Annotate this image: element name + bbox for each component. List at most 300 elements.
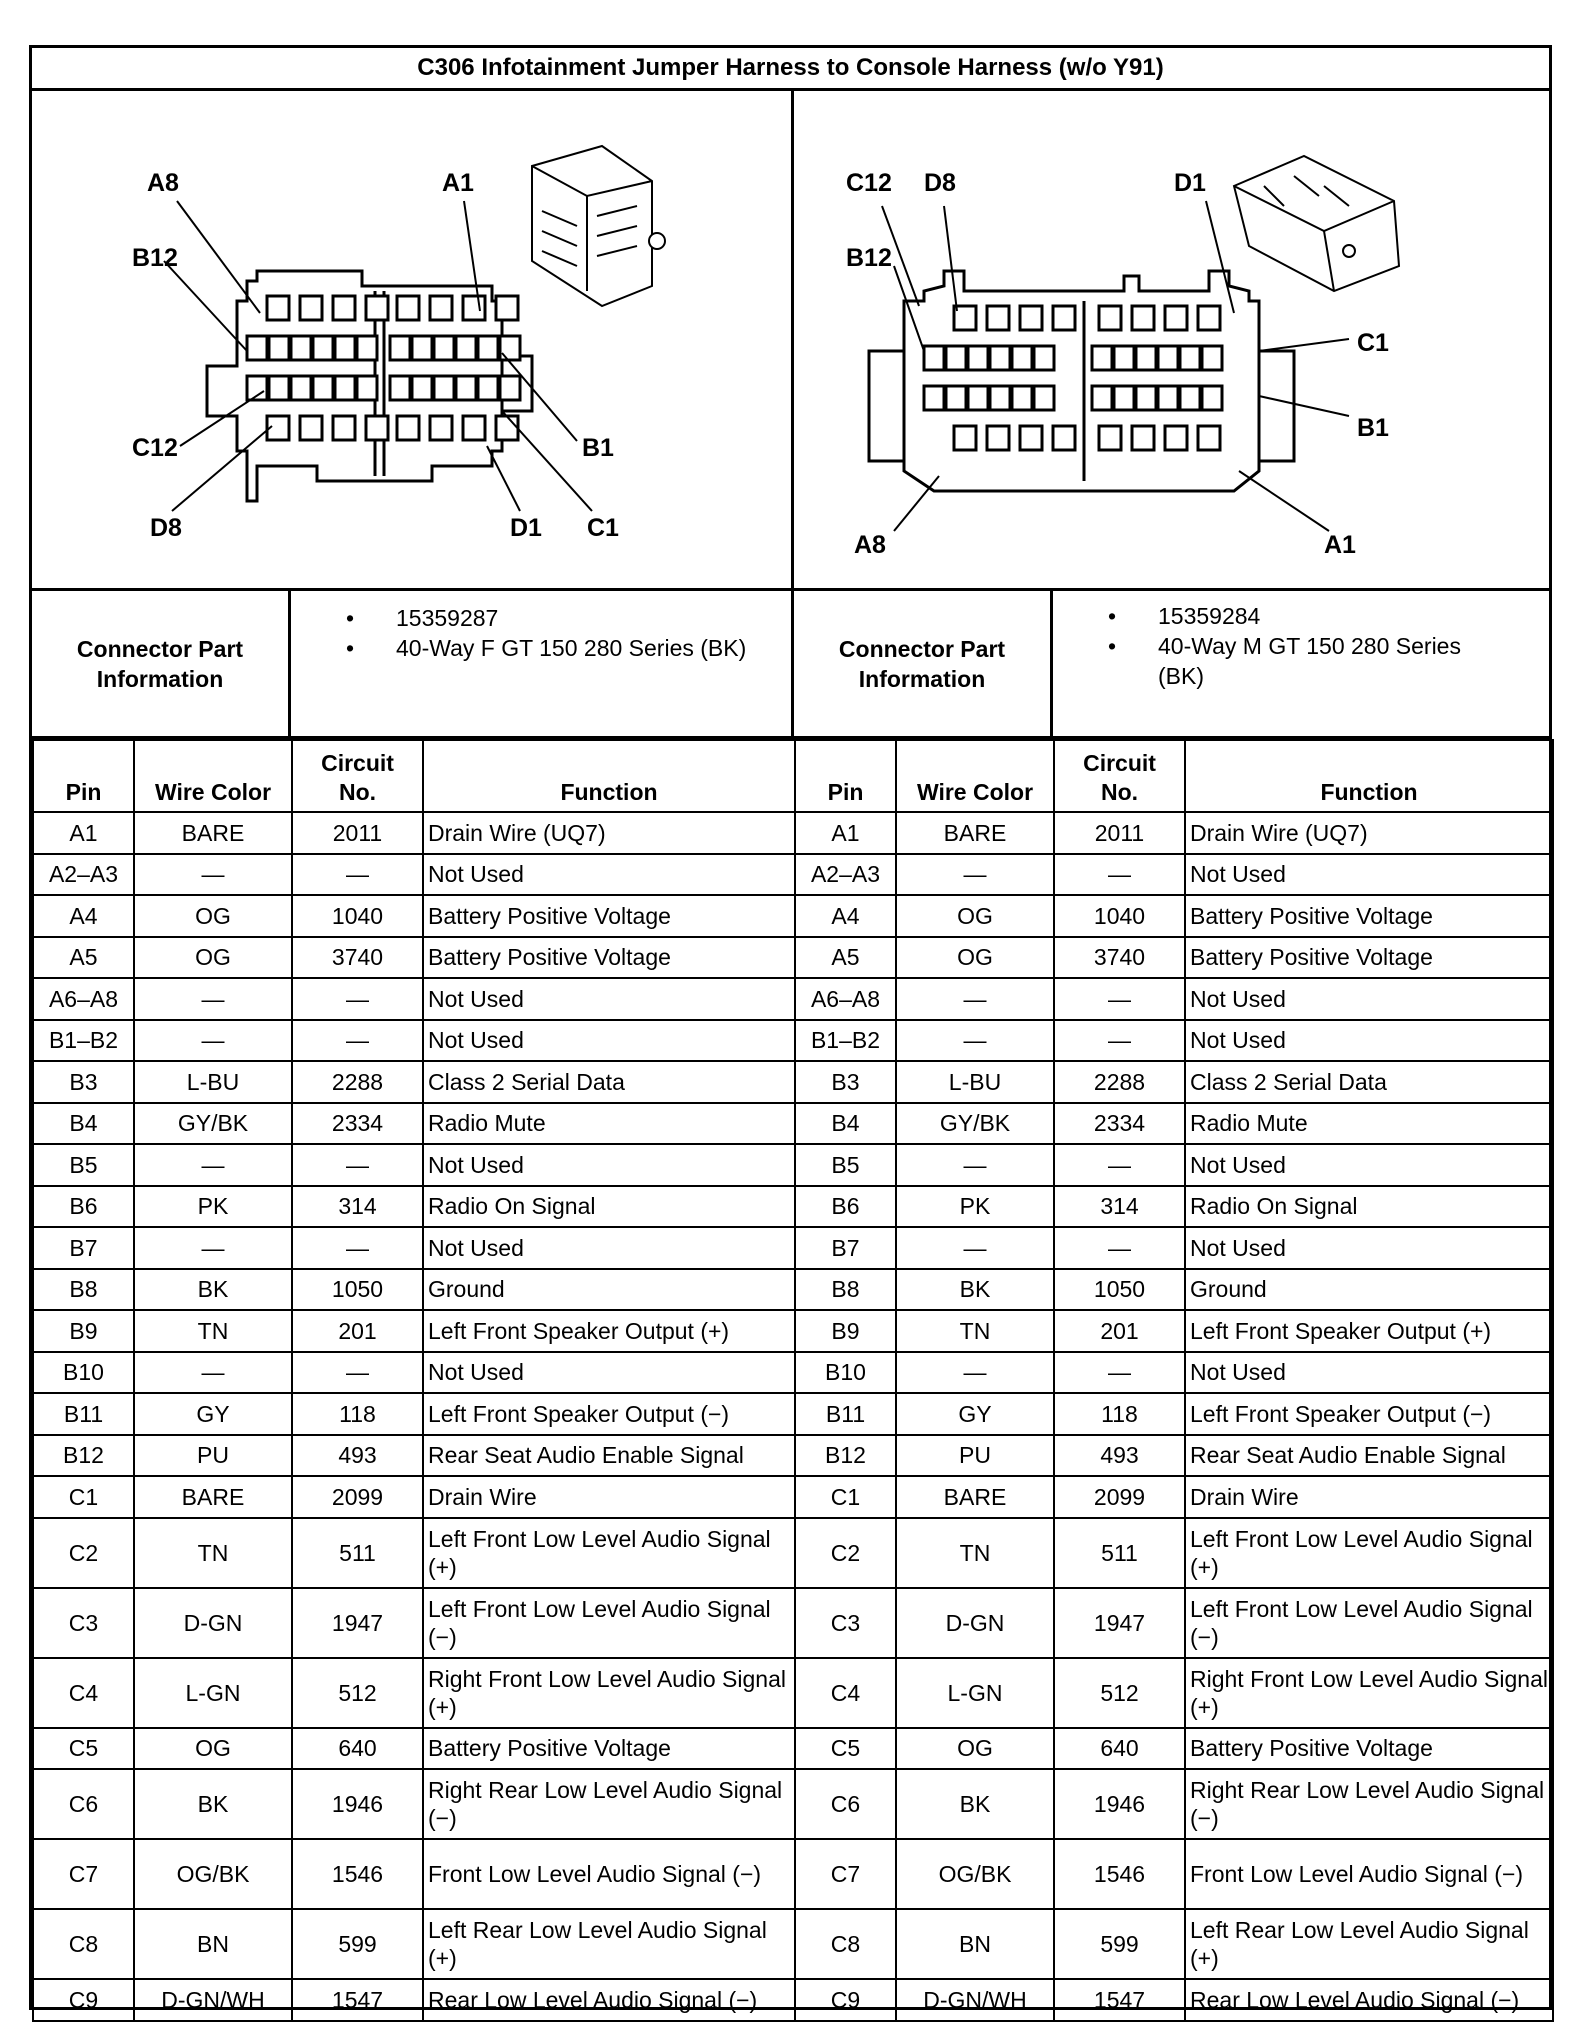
wire-color-cell: TN: [896, 1310, 1054, 1352]
wire-color-cell: D-GN/WH: [134, 1979, 292, 2021]
table-row: [795, 1769, 1553, 1839]
circuit-cell: 314: [1054, 1186, 1185, 1228]
function-cell: Left Front Low Level Audio Signal (−): [423, 1588, 795, 1658]
wire-color-cell: BN: [134, 1909, 292, 1979]
table-row: [795, 1061, 1553, 1103]
circuit-cell: 2011: [292, 812, 423, 854]
wire-color-cell: OG: [134, 1728, 292, 1770]
circuit-cell: 1947: [292, 1588, 423, 1658]
table-row: [33, 1769, 795, 1839]
wire-color-cell: BN: [896, 1909, 1054, 1979]
table-row: [795, 895, 1553, 937]
wire-color-cell: BARE: [896, 1476, 1054, 1518]
circuit-cell: 1946: [292, 1769, 423, 1839]
function-cell: Right Front Low Level Audio Signal (+): [423, 1658, 795, 1728]
pin-cavity: [1165, 426, 1187, 450]
wire-color-cell: —: [896, 1144, 1054, 1186]
circuit-cell: 512: [292, 1658, 423, 1728]
pin-cell: A1: [795, 812, 896, 854]
pin-cavity: [478, 336, 498, 360]
pin-cavity: [496, 296, 518, 320]
circuit-cell: 1040: [292, 895, 423, 937]
table-row: [33, 1061, 795, 1103]
pin-cell: A6–A8: [795, 978, 896, 1020]
pin-cavity: [924, 346, 944, 370]
function-cell: Radio On Signal: [1185, 1186, 1553, 1228]
wire-color-cell: —: [134, 1227, 292, 1269]
pin-cavity: [968, 346, 988, 370]
pin-cavity: [500, 376, 520, 400]
pin-cavity: [1158, 346, 1178, 370]
wire-color-cell: TN: [134, 1518, 292, 1588]
table-row: [795, 1658, 1553, 1728]
connector-info-left: [32, 591, 794, 739]
circuit-cell: —: [292, 1352, 423, 1394]
function-cell: Drain Wire (UQ7): [423, 812, 795, 854]
left-label-c12: C12: [132, 434, 178, 462]
wire-color-cell: OG/BK: [134, 1839, 292, 1909]
right-label-b12: B12: [846, 244, 892, 272]
circuit-cell: —: [1054, 1020, 1185, 1062]
wire-color-cell: PU: [896, 1435, 1054, 1477]
circuit-cell: 3740: [292, 937, 423, 979]
pin-cell: B6: [795, 1186, 896, 1228]
pin-cavity: [1092, 386, 1112, 410]
pin-cavity: [1198, 306, 1220, 330]
pin-cavity: [313, 336, 333, 360]
header-pin: Pin: [795, 740, 896, 812]
pin-cavity: [1158, 386, 1178, 410]
function-cell: Radio On Signal: [423, 1186, 795, 1228]
wire-color-cell: BK: [134, 1269, 292, 1311]
table-row: [33, 895, 795, 937]
pin-cavity: [463, 296, 485, 320]
table-row: [33, 1352, 795, 1394]
pin-cavity: [1034, 386, 1054, 410]
table-row: [795, 1103, 1553, 1145]
pin-cavity: [412, 376, 432, 400]
male-connector-diagram: [794, 91, 1549, 591]
table-row: [795, 1020, 1553, 1062]
table-row: [795, 1144, 1553, 1186]
pin-cell: C7: [795, 1839, 896, 1909]
pin-cavity: [1053, 306, 1075, 330]
function-cell: Battery Positive Voltage: [1185, 937, 1553, 979]
pin-cavity: [1092, 346, 1112, 370]
function-cell: Rear Low Level Audio Signal (−): [1185, 1979, 1553, 2021]
function-cell: Front Low Level Audio Signal (−): [1185, 1839, 1553, 1909]
circuit-cell: 511: [1054, 1518, 1185, 1588]
male-connector-drawing: [794, 91, 1549, 588]
function-cell: Not Used: [1185, 1227, 1553, 1269]
pin-cell: B7: [795, 1227, 896, 1269]
function-cell: Left Front Speaker Output (+): [423, 1310, 795, 1352]
circuit-cell: —: [292, 1227, 423, 1269]
pin-cell: B9: [33, 1310, 134, 1352]
pin-cavity: [1053, 426, 1075, 450]
pin-cell: C3: [33, 1588, 134, 1658]
table-row: [33, 1144, 795, 1186]
circuit-cell: 3740: [1054, 937, 1185, 979]
wire-color-cell: OG: [896, 937, 1054, 979]
pin-cavity: [1180, 346, 1200, 370]
table-row: [795, 1518, 1553, 1588]
circuit-cell: 1050: [292, 1269, 423, 1311]
circuit-cell: —: [292, 1144, 423, 1186]
circuit-cell: —: [1054, 854, 1185, 896]
pin-cavity: [430, 296, 452, 320]
right-label-d1: D1: [1174, 169, 1206, 197]
circuit-cell: 1050: [1054, 1269, 1185, 1311]
pin-cavity: [1020, 306, 1042, 330]
pin-cell: B1–B2: [33, 1020, 134, 1062]
table-row: [33, 1839, 795, 1909]
circuit-cell: 314: [292, 1186, 423, 1228]
function-cell: Left Front Speaker Output (−): [423, 1393, 795, 1435]
table-row: [33, 1588, 795, 1658]
circuit-cell: 511: [292, 1518, 423, 1588]
circuit-cell: 599: [292, 1909, 423, 1979]
pin-cavity: [434, 336, 454, 360]
wire-color-cell: BARE: [134, 1476, 292, 1518]
pin-cell: C6: [33, 1769, 134, 1839]
pin-cell: B3: [795, 1061, 896, 1103]
circuit-cell: 1040: [1054, 895, 1185, 937]
circuit-cell: 493: [292, 1435, 423, 1477]
header-circuit: Circuit No.: [292, 740, 423, 812]
wire-color-cell: D-GN: [134, 1588, 292, 1658]
function-cell: Right Front Low Level Audio Signal (+): [1185, 1658, 1553, 1728]
pin-cavity: [990, 346, 1010, 370]
function-cell: Not Used: [423, 978, 795, 1020]
function-cell: Left Rear Low Level Audio Signal (+): [1185, 1909, 1553, 1979]
wire-color-cell: PU: [134, 1435, 292, 1477]
circuit-cell: 201: [292, 1310, 423, 1352]
pin-cavity: [1099, 426, 1121, 450]
pin-cavity: [291, 376, 311, 400]
pin-cavity: [946, 346, 966, 370]
circuit-cell: 1546: [1054, 1839, 1185, 1909]
pin-cavity: [335, 376, 355, 400]
header-pin: Pin: [33, 740, 134, 812]
connector-info-list: [291, 591, 791, 736]
function-cell: Drain Wire: [1185, 1476, 1553, 1518]
wire-color-cell: OG: [896, 1728, 1054, 1770]
pin-cell: A5: [795, 937, 896, 979]
pin-cell: B10: [33, 1352, 134, 1394]
circuit-cell: 2288: [1054, 1061, 1185, 1103]
pin-cavity: [1180, 386, 1200, 410]
pin-cell: C1: [33, 1476, 134, 1518]
pin-cell: B8: [795, 1269, 896, 1311]
function-cell: Rear Seat Audio Enable Signal: [1185, 1435, 1553, 1477]
connector-description: • 40-Way F GT 150 280 Series (BK): [291, 633, 781, 663]
pin-cell: B5: [33, 1144, 134, 1186]
pin-cell: C8: [795, 1909, 896, 1979]
function-cell: Not Used: [1185, 854, 1553, 896]
pin-cell: A5: [33, 937, 134, 979]
function-cell: Left Front Low Level Audio Signal (+): [423, 1518, 795, 1588]
pin-cavity: [1136, 386, 1156, 410]
wire-color-cell: —: [134, 854, 292, 896]
table-row: [33, 1518, 795, 1588]
function-cell: Drain Wire (UQ7): [1185, 812, 1553, 854]
function-cell: Ground: [1185, 1269, 1553, 1311]
pin-cavity: [1099, 306, 1121, 330]
left-label-a1: A1: [442, 169, 474, 197]
pin-cell: C8: [33, 1909, 134, 1979]
pin-cavity: [987, 426, 1009, 450]
wire-color-cell: TN: [896, 1518, 1054, 1588]
wire-color-cell: OG/BK: [896, 1839, 1054, 1909]
circuit-cell: 118: [1054, 1393, 1185, 1435]
circuit-cell: —: [1054, 1352, 1185, 1394]
left-label-b12: B12: [132, 244, 178, 272]
table-row: [33, 1909, 795, 1979]
circuit-cell: 1946: [1054, 1769, 1185, 1839]
header-wire-color: Wire Color: [896, 740, 1054, 812]
page-title: C306 Infotainment Jumper Harness to Console Harness (w/o Y91): [32, 48, 1549, 91]
wire-color-cell: OG: [134, 895, 292, 937]
left-label-a8: A8: [147, 169, 179, 197]
pin-cavity: [300, 296, 322, 320]
circuit-cell: 118: [292, 1393, 423, 1435]
circuit-cell: 1547: [292, 1979, 423, 2021]
circuit-cell: 2334: [292, 1103, 423, 1145]
female-connector-drawing: [32, 91, 791, 588]
table-row: [795, 854, 1553, 896]
pin-table-right: [794, 739, 1554, 2022]
pin-cavity: [357, 376, 377, 400]
wire-color-cell: BK: [134, 1769, 292, 1839]
table-row: [33, 1103, 795, 1145]
wire-color-cell: —: [134, 1352, 292, 1394]
table-row: [795, 1476, 1553, 1518]
function-cell: Drain Wire: [423, 1476, 795, 1518]
table-row: [33, 812, 795, 854]
header-circuit: Circuit No.: [1054, 740, 1185, 812]
pin-cell: B1–B2: [795, 1020, 896, 1062]
table-row: [795, 1728, 1553, 1770]
pin-cavity: [1132, 306, 1154, 330]
left-label-d1: D1: [510, 514, 542, 542]
function-cell: Not Used: [423, 1020, 795, 1062]
left-label-d8: D8: [150, 514, 182, 542]
function-cell: Not Used: [423, 1352, 795, 1394]
function-cell: Left Front Speaker Output (−): [1185, 1393, 1553, 1435]
wire-color-cell: —: [896, 1227, 1054, 1269]
function-cell: Not Used: [1185, 1352, 1553, 1394]
wire-color-cell: GY: [134, 1393, 292, 1435]
table-row: [795, 1588, 1553, 1658]
pin-cell: C5: [795, 1728, 896, 1770]
pin-cavity: [300, 416, 322, 440]
circuit-cell: 599: [1054, 1909, 1185, 1979]
function-cell: Battery Positive Voltage: [423, 895, 795, 937]
pin-cell: A2–A3: [33, 854, 134, 896]
connector-sheet: [29, 45, 1552, 2013]
function-cell: Not Used: [1185, 1144, 1553, 1186]
male-connector-3d-icon: [1234, 156, 1399, 291]
wire-color-cell: —: [896, 854, 1054, 896]
pin-cavity: [412, 336, 432, 360]
pin-cell: B3: [33, 1061, 134, 1103]
pin-cavity: [366, 296, 388, 320]
pin-cavity: [313, 376, 333, 400]
right-label-c1: C1: [1357, 329, 1389, 357]
pin-cavity: [390, 336, 410, 360]
table-row: [33, 1728, 795, 1770]
pin-cavity: [247, 336, 267, 360]
pin-cavity: [1034, 346, 1054, 370]
function-cell: Not Used: [423, 1144, 795, 1186]
circuit-cell: 2334: [1054, 1103, 1185, 1145]
table-row: [795, 1909, 1553, 1979]
pin-cell: C1: [795, 1476, 896, 1518]
wire-color-cell: GY/BK: [134, 1103, 292, 1145]
function-cell: Front Low Level Audio Signal (−): [423, 1839, 795, 1909]
pin-cell: C2: [795, 1518, 896, 1588]
circuit-cell: 201: [1054, 1310, 1185, 1352]
pin-cell: C5: [33, 1728, 134, 1770]
table-row: [795, 1310, 1553, 1352]
pin-cavity: [366, 416, 388, 440]
wire-color-cell: BARE: [134, 812, 292, 854]
pin-cavity: [478, 376, 498, 400]
pin-cavity: [390, 376, 410, 400]
function-cell: Battery Positive Voltage: [423, 1728, 795, 1770]
female-connector-diagram: [32, 91, 794, 591]
pin-cavity: [990, 386, 1010, 410]
wire-color-cell: L-GN: [896, 1658, 1054, 1728]
table-row: [795, 1227, 1553, 1269]
circuit-cell: 1547: [1054, 1979, 1185, 2021]
pin-cavity: [1012, 346, 1032, 370]
wire-color-cell: OG: [896, 895, 1054, 937]
function-cell: Not Used: [423, 854, 795, 896]
circuit-cell: 640: [1054, 1728, 1185, 1770]
table-row: [33, 854, 795, 896]
function-cell: Not Used: [423, 1227, 795, 1269]
pin-cell: B12: [33, 1435, 134, 1477]
pin-cavity: [500, 336, 520, 360]
pin-cavity: [397, 416, 419, 440]
pin-cavity: [987, 306, 1009, 330]
female-connector-3d-icon: [532, 146, 665, 306]
circuit-cell: 1546: [292, 1839, 423, 1909]
table-row: [33, 1658, 795, 1728]
pin-cell: B9: [795, 1310, 896, 1352]
pin-cavity: [1136, 346, 1156, 370]
connector-info-list: [1053, 591, 1549, 736]
pin-cell: C3: [795, 1588, 896, 1658]
connector-info-right: [794, 591, 1549, 739]
pin-cell: C2: [33, 1518, 134, 1588]
right-label-c12: C12: [846, 169, 892, 197]
pin-cell: A4: [33, 895, 134, 937]
table-row: [795, 1839, 1553, 1909]
table-row: [33, 1979, 795, 2021]
function-cell: Right Rear Low Level Audio Signal (−): [1185, 1769, 1553, 1839]
function-cell: Not Used: [1185, 1020, 1553, 1062]
pin-cell: B5: [795, 1144, 896, 1186]
header-function: Function: [423, 740, 795, 812]
pin-cavity: [397, 296, 419, 320]
wire-color-cell: L-BU: [896, 1061, 1054, 1103]
pin-cavity: [1202, 346, 1222, 370]
pin-cavity: [496, 416, 518, 440]
right-label-b1: B1: [1357, 414, 1389, 442]
table-row: [795, 1435, 1553, 1477]
wire-color-cell: TN: [134, 1310, 292, 1352]
pin-cell: C4: [795, 1658, 896, 1728]
function-cell: Not Used: [1185, 978, 1553, 1020]
pin-cell: C9: [33, 1979, 134, 2021]
table-row: [33, 937, 795, 979]
function-cell: Battery Positive Voltage: [1185, 1728, 1553, 1770]
pin-cell: A4: [795, 895, 896, 937]
pin-cell: A2–A3: [795, 854, 896, 896]
table-row: [33, 1476, 795, 1518]
pin-cavity: [946, 386, 966, 410]
pin-cavity: [269, 336, 289, 360]
pin-cell: B12: [795, 1435, 896, 1477]
pin-cavity: [1020, 426, 1042, 450]
function-cell: Rear Seat Audio Enable Signal: [423, 1435, 795, 1477]
pin-cell: B8: [33, 1269, 134, 1311]
function-cell: Left Rear Low Level Audio Signal (+): [423, 1909, 795, 1979]
wire-color-cell: GY: [896, 1393, 1054, 1435]
connector-info-label: Connector Part Information: [794, 591, 1053, 736]
pin-cavity: [1132, 426, 1154, 450]
pin-cell: B11: [795, 1393, 896, 1435]
connector-description: • 40-Way M GT 150 280 Series (BK): [1053, 631, 1539, 691]
table-row: [33, 1393, 795, 1435]
circuit-cell: —: [1054, 978, 1185, 1020]
table-row: [795, 1186, 1553, 1228]
pin-cell: C6: [795, 1769, 896, 1839]
pin-cavity: [924, 386, 944, 410]
wire-color-cell: —: [134, 1020, 292, 1062]
pin-cell: A6–A8: [33, 978, 134, 1020]
circuit-cell: —: [1054, 1227, 1185, 1269]
circuit-cell: —: [1054, 1144, 1185, 1186]
function-cell: Rear Low Level Audio Signal (−): [423, 1979, 795, 2021]
wire-color-cell: BARE: [896, 812, 1054, 854]
pin-cell: B6: [33, 1186, 134, 1228]
wire-color-cell: GY/BK: [896, 1103, 1054, 1145]
table-row: [33, 978, 795, 1020]
pin-cavity: [954, 426, 976, 450]
pin-cavity: [456, 336, 476, 360]
function-cell: Radio Mute: [423, 1103, 795, 1145]
circuit-cell: 2288: [292, 1061, 423, 1103]
pin-cavity: [335, 336, 355, 360]
table-row: [33, 1269, 795, 1311]
table-row: [33, 1186, 795, 1228]
wire-color-cell: D-GN: [896, 1588, 1054, 1658]
function-cell: Class 2 Serial Data: [423, 1061, 795, 1103]
pin-cell: A1: [33, 812, 134, 854]
function-cell: Right Rear Low Level Audio Signal (−): [423, 1769, 795, 1839]
wire-color-cell: OG: [134, 937, 292, 979]
pin-cavity: [1202, 386, 1222, 410]
right-label-a1: A1: [1324, 531, 1356, 559]
wire-color-cell: L-GN: [134, 1658, 292, 1728]
pin-cavity: [357, 336, 377, 360]
connector-info-label: Connector Part Information: [32, 591, 291, 736]
wire-color-cell: —: [896, 1020, 1054, 1062]
